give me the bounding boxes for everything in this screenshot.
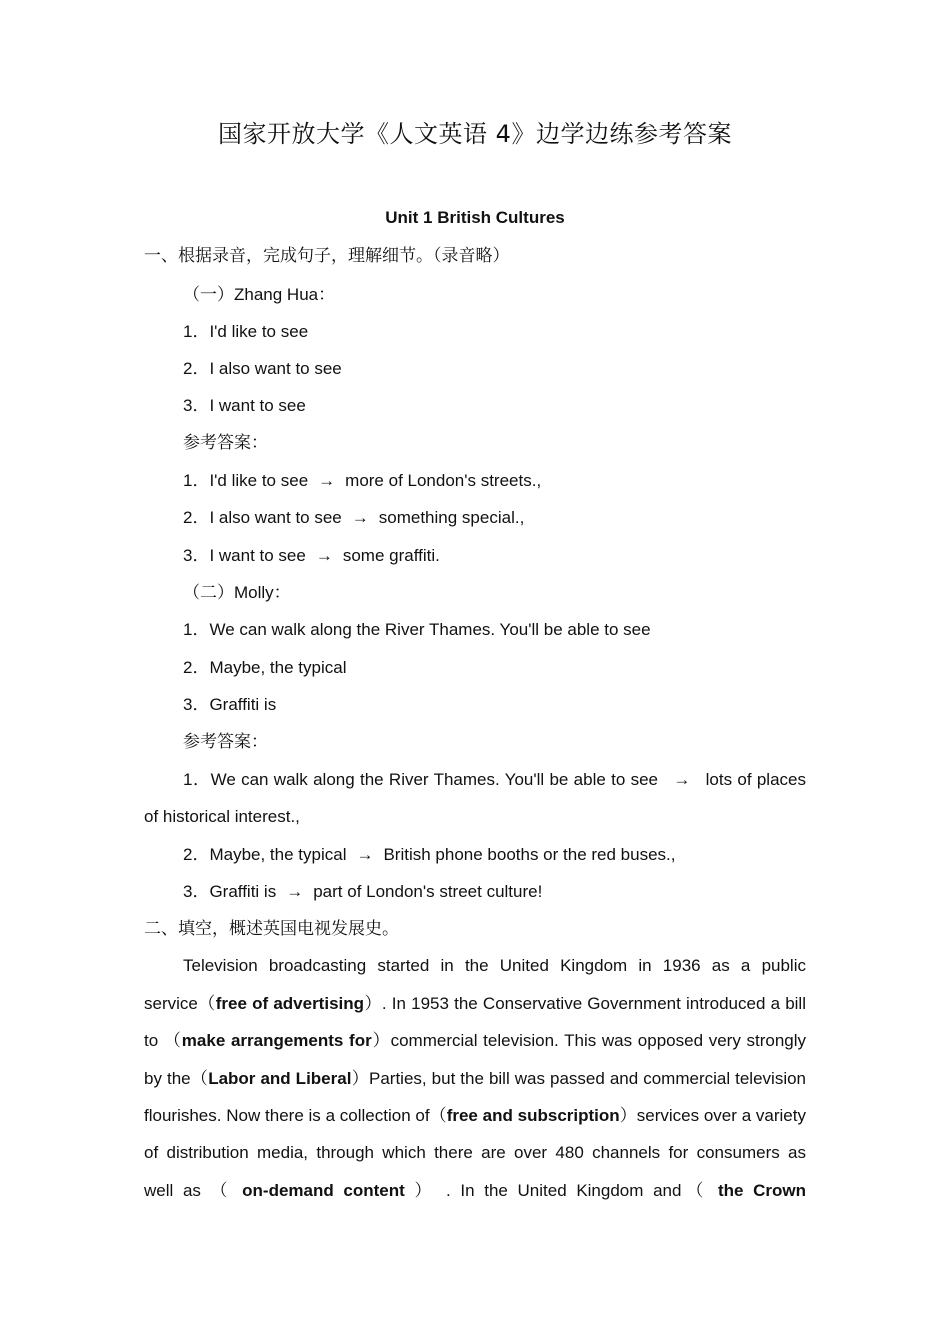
answer-question: 3．I want to see (183, 546, 306, 565)
answer-text: something special., (378, 508, 525, 527)
blank-answer: Labor and Liberal (208, 1069, 352, 1088)
document-title: 国家开放大学《人文英语 4》边学边练参考答案 (218, 120, 732, 148)
answer-question: 1．I'd like to see (183, 471, 309, 490)
blank-answer: on-demand content (242, 1181, 405, 1200)
paragraph-line-4 (144, 1068, 806, 1090)
text: to （ (144, 1031, 182, 1050)
arrow-icon: → (315, 546, 333, 565)
part1-answer-2 (183, 507, 524, 529)
blank-answer: free of advertising (215, 994, 365, 1013)
arrow-icon: → (356, 845, 374, 864)
part1-label: （一）Zhang Hua： (183, 285, 336, 304)
part2-answer-1 (183, 769, 806, 791)
paragraph-line-7 (144, 1180, 806, 1202)
part2-answer-3 (183, 881, 542, 903)
answer-question: 1．We can walk along the River Thames. You'll be able to see (183, 770, 659, 789)
text: well as （ (144, 1181, 233, 1200)
part2-answers-label: 参考答案： (183, 732, 268, 752)
answer-text: British phone booths or the red buses., (383, 845, 676, 864)
paragraph-line-2 (144, 993, 806, 1015)
part1-answer-1 (183, 470, 541, 492)
part1-answers-label: 参考答案： (183, 433, 268, 453)
part2-item-2: 2．Maybe, the typical (183, 658, 347, 677)
answer-text: some graffiti. (342, 546, 440, 565)
section1-heading: 一、根据录音，完成句子，理解细节。（录音略） (144, 246, 510, 266)
paragraph-line-6: of distribution media, through which there are over 480 channels for consumers as (144, 1143, 806, 1162)
text: by the（ (144, 1069, 209, 1088)
arrow-icon: → (351, 508, 369, 527)
part2-answer-2 (183, 844, 675, 866)
text: flourishes. Now there is a collection of（ (144, 1106, 447, 1125)
answer-question: 2．I also want to see (183, 508, 342, 527)
blank-answer: the Crown (717, 1181, 806, 1200)
text: ）services over a variety (619, 1106, 806, 1125)
arrow-icon: → (673, 770, 691, 789)
part1-item-1: 1．I'd like to see (183, 322, 309, 341)
answer-text: more of London's streets., (345, 471, 542, 490)
part2-answer-1-continued: of historical interest., (144, 807, 300, 826)
text: ） . In the United Kingdom and（ (414, 1181, 709, 1200)
answer-question: 3．Graffiti is (183, 882, 277, 901)
paragraph-line-1: Television broadcasting started in the United Kingdom in 1936 as a public (183, 956, 806, 975)
paragraph-line-3 (144, 1030, 806, 1052)
text: service（ (144, 994, 216, 1013)
text: ）. In 1953 the Conservative Government introduced a bill (364, 994, 806, 1013)
part1-answer-3 (183, 545, 440, 567)
part1-item-3: 3．I want to see (183, 396, 306, 415)
answer-question: 2．Maybe, the typical (183, 845, 347, 864)
part2-item-3: 3．Graffiti is (183, 695, 277, 714)
answer-text: lots of places (705, 770, 806, 789)
answer-text: part of London's street culture! (313, 882, 543, 901)
blank-answer: free and subscription (446, 1106, 620, 1125)
part1-item-2: 2．I also want to see (183, 359, 342, 378)
text: ）commercial television. This was opposed very strongly (371, 1031, 807, 1050)
text: ）Parties, but the bill was passed and commercial television (351, 1069, 807, 1088)
paragraph-line-5 (144, 1105, 806, 1127)
arrow-icon: → (286, 882, 304, 901)
part2-item-1: 1．We can walk along the River Thames. You'll be able to see (183, 620, 651, 639)
part2-label: （二）Molly： (183, 583, 291, 602)
arrow-icon: → (318, 471, 336, 490)
blank-answer: make arrangements for (181, 1031, 372, 1050)
unit-heading: Unit 1 British Cultures (385, 208, 565, 227)
section2-heading: 二、填空，概述英国电视发展史。 (144, 919, 399, 939)
